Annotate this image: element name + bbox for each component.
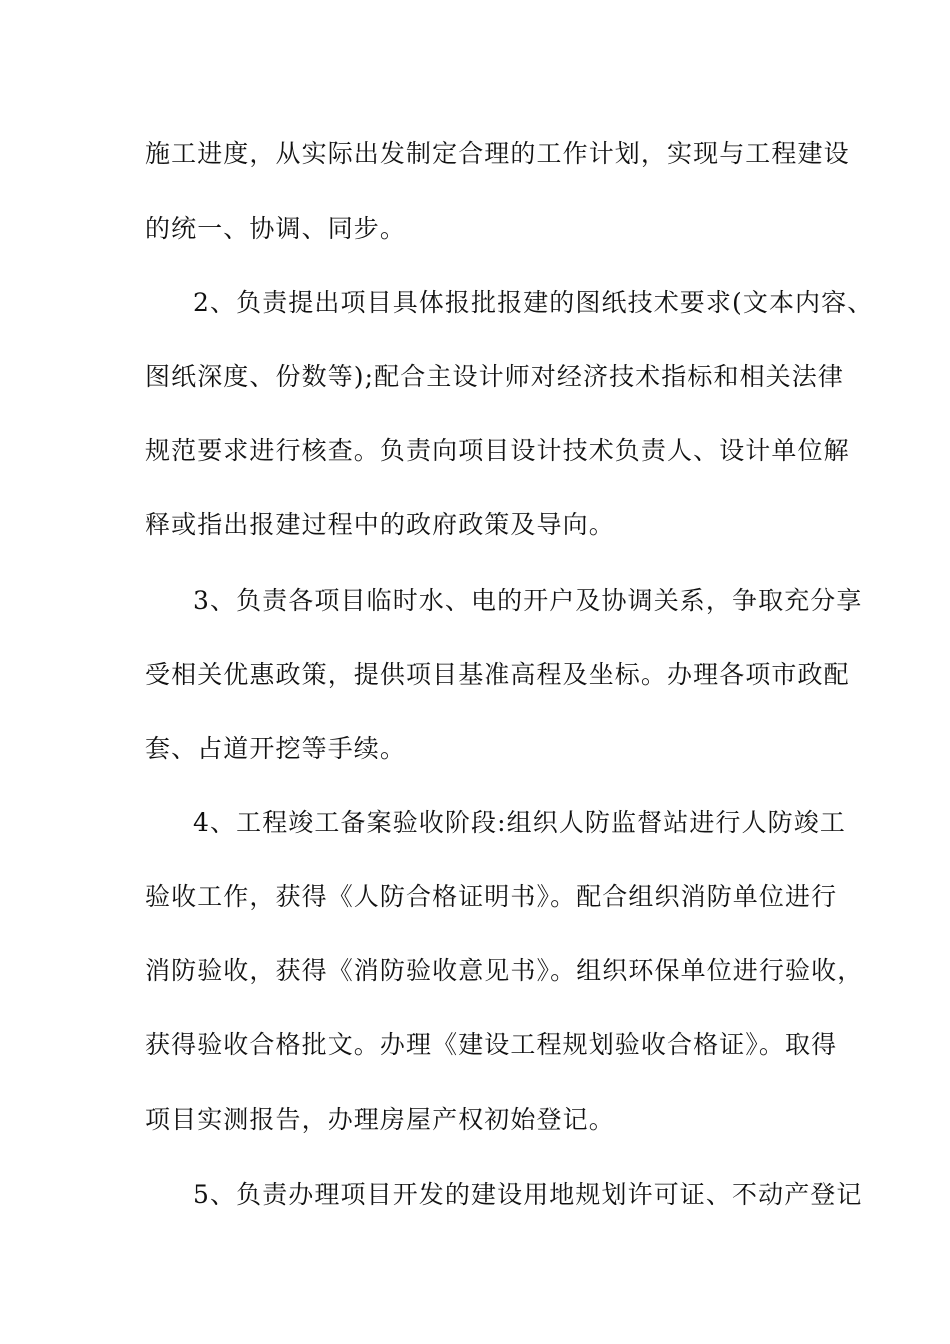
paragraph-2-line-4: 释或指出报建过程中的政府政策及导向。	[145, 510, 615, 539]
paragraph-4-line-5: 项目实测报告，办理房屋产权初始登记。	[145, 1105, 615, 1134]
paragraph-2-line-1: 2、负责提出项目具体报批报建的图纸技术要求(文本内容、	[193, 288, 874, 317]
paragraph-2-line-2: 图纸深度、份数等);配合主设计师对经济技术指标和相关法律	[145, 362, 844, 391]
paragraph-4-line-4: 获得验收合格批文。办理《建设工程规划验收合格证》。取得	[145, 1030, 838, 1059]
paragraph-4-line-3: 消防验收，获得《消防验收意见书》。组织环保单位进行验收，	[145, 956, 864, 985]
paragraph-4-line-1: 4、工程竣工备案验收阶段:组织人防监督站进行人防竣工	[193, 808, 846, 837]
paragraph-4-line-2: 验收工作，获得《人防合格证明书》。配合组织消防单位进行	[145, 882, 838, 911]
paragraph-3-line-1: 3、负责各项目临时水、电的开户及协调关系，争取充分享	[193, 586, 863, 615]
text-line-1: 施工进度，从实际出发制定合理的工作计划，实现与工程建设	[145, 139, 850, 168]
paragraph-3-line-3: 套、占道开挖等手续。	[145, 734, 407, 763]
paragraph-2-line-3: 规范要求进行核查。负责向项目设计技术负责人、设计单位解	[145, 436, 850, 465]
text-line-2: 的统一、协调、同步。	[145, 214, 407, 243]
paragraph-3-line-2: 受相关优惠政策，提供项目基准高程及坐标。办理各项市政配	[145, 660, 850, 689]
paragraph-5-line-1: 5、负责办理项目开发的建设用地规划许可证、不动产登记	[193, 1180, 863, 1209]
